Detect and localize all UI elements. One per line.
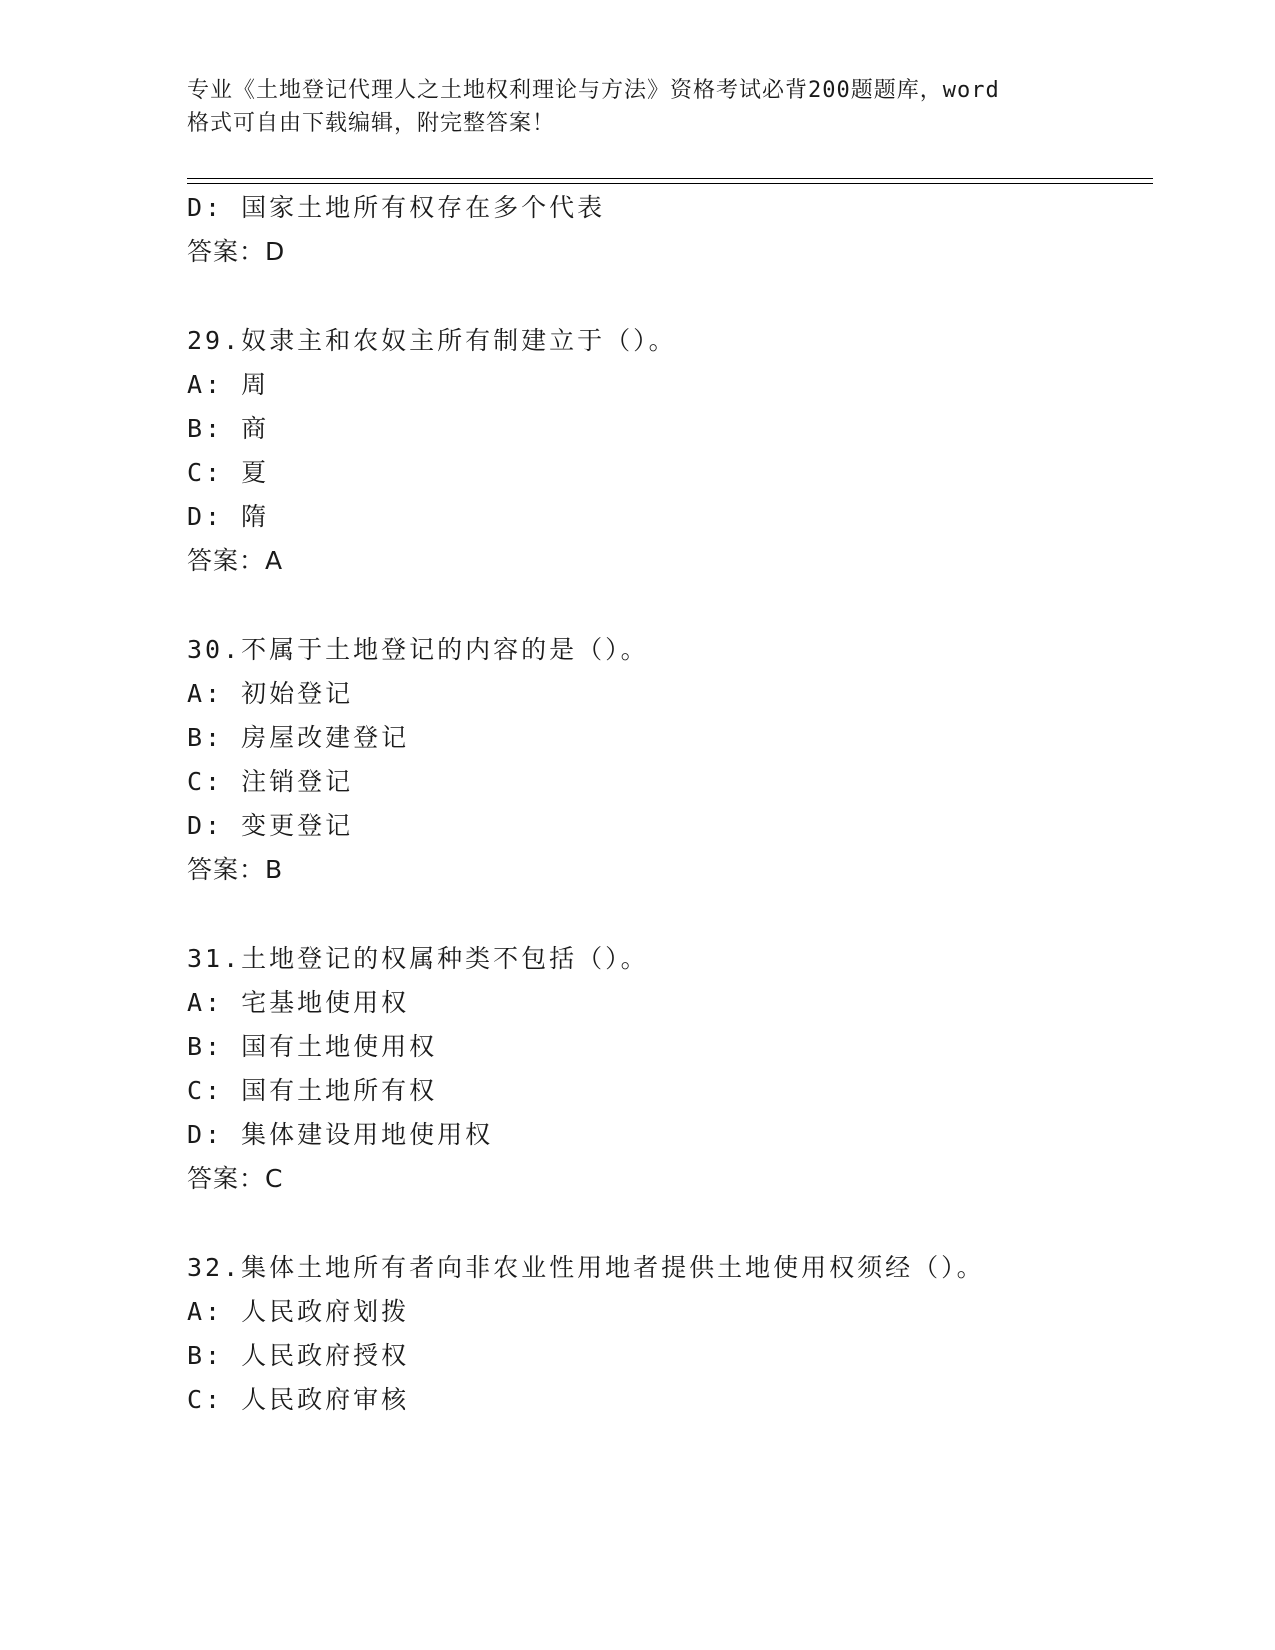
q30-option-c: C: 注销登记: [187, 767, 354, 796]
q29-stem: 29.奴隶主和农奴主所有制建立于（）。: [187, 326, 677, 355]
q31-option-b: B: 国有土地使用权: [187, 1032, 438, 1061]
q31-option-c: C: 国有土地所有权: [187, 1076, 438, 1105]
q29-option-c: C: 夏: [187, 458, 270, 487]
q31-option-a: A: 宅基地使用权: [187, 988, 410, 1017]
q29-option-a: A: 周: [187, 370, 270, 399]
q30-answer: 答案：B: [187, 855, 284, 884]
q30-option-b: B: 房屋改建登记: [187, 723, 410, 752]
q32-option-b: B: 人民政府授权: [187, 1341, 410, 1370]
header-divider-bottom: [187, 183, 1153, 184]
q30-option-d: D: 变更登记: [187, 811, 354, 840]
q32-option-c: C: 人民政府审核: [187, 1385, 410, 1414]
q32-stem: 32.集体土地所有者向非农业性用地者提供土地使用权须经（）。: [187, 1253, 985, 1282]
q30-stem: 30.不属于土地登记的内容的是（）。: [187, 635, 649, 664]
q31-stem: 31.土地登记的权属种类不包括（）。: [187, 944, 649, 973]
header-title-line-2: 格式可自由下载编辑，附完整答案！: [187, 111, 556, 136]
q29-option-d: D: 隋: [187, 502, 270, 531]
header-title-line-1: 专业《土地登记代理人之土地权利理论与方法》资格考试必背200题题库，word: [187, 78, 1000, 103]
q31-option-d: D: 集体建设用地使用权: [187, 1120, 494, 1149]
q31-answer: 答案：C: [187, 1164, 284, 1193]
header-divider-top: [187, 178, 1153, 179]
q28-option-d: D: 国家土地所有权存在多个代表: [187, 193, 606, 222]
document-header: [187, 74, 1067, 140]
q32-option-a: A: 人民政府划拨: [187, 1297, 410, 1326]
q29-answer: 答案：A: [187, 546, 284, 575]
q29-option-b: B: 商: [187, 414, 270, 443]
q28-answer: 答案：D: [187, 237, 286, 266]
q30-option-a: A: 初始登记: [187, 679, 354, 708]
